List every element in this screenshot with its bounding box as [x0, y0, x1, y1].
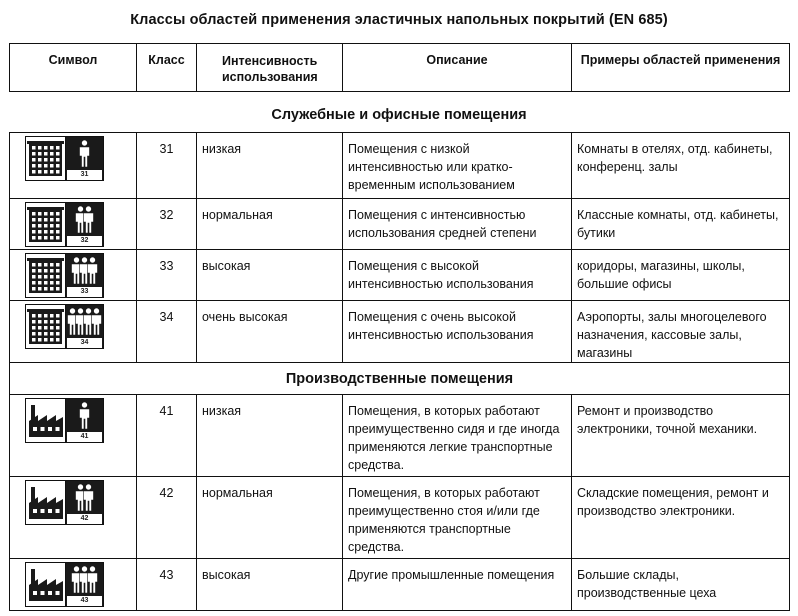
column-header-description: Описание — [343, 44, 572, 92]
description-cell: Помещения, в которых работают преимущественно сидя и где иногда применяются легкие транспортные средства. — [343, 395, 572, 477]
description-cell: Помещения, в которых работают преимущественно стоя и/или где применяются транспортные средства. — [343, 477, 572, 559]
intensity-cell: нормальная — [197, 477, 343, 559]
class-symbol-icon — [25, 136, 104, 181]
people-icon — [66, 137, 103, 170]
column-header-symbol: Символ — [48, 53, 98, 67]
table-row — [10, 133, 790, 199]
people-icon — [66, 254, 103, 287]
factory-icon — [26, 481, 66, 523]
description-cell: Другие промышленные помещения — [343, 559, 572, 611]
intensity-cell: низкая — [197, 395, 343, 477]
office-building-icon — [26, 305, 66, 347]
people-icon — [66, 563, 103, 596]
symbol-cell — [10, 250, 137, 301]
class-symbol-icon — [25, 202, 104, 247]
table-row — [10, 301, 790, 363]
symbol-cell — [10, 199, 137, 250]
table-row — [10, 477, 790, 559]
table-row — [10, 199, 790, 250]
class-cell: 43 — [137, 559, 197, 611]
symbol-class-number: 32 — [67, 236, 102, 246]
examples-cell: Складские помещения, ремонт и производство электроники. — [572, 477, 790, 559]
class-symbol-icon — [25, 562, 104, 607]
table-header — [9, 43, 790, 92]
symbol-cell — [10, 395, 137, 477]
description-cell: Помещения с высокой интенсивностью использования — [343, 250, 572, 301]
class-symbol-icon — [25, 304, 104, 349]
classes-table — [9, 132, 790, 611]
symbol-class-number: 33 — [67, 287, 102, 297]
class-symbol-icon — [25, 253, 104, 298]
class-cell: 42 — [137, 477, 197, 559]
symbol-class-number: 41 — [67, 432, 102, 442]
class-cell: 33 — [137, 250, 197, 301]
examples-cell: Ремонт и производство электроники, точной механики. — [572, 395, 790, 477]
table-row — [10, 395, 790, 477]
page-title: Классы областей применения эластичных напольных покрытий (EN 685) — [130, 12, 668, 28]
examples-cell: Аэропорты, залы многоцелевого назначения, кассовые залы, магазины — [572, 301, 790, 363]
class-cell: 32 — [137, 199, 197, 250]
examples-cell: Большие склады, производственные цеха — [572, 559, 790, 611]
people-icon — [66, 481, 103, 514]
section-title-office: Служебные и офисные помещения — [271, 107, 527, 123]
symbol-cell — [10, 301, 137, 363]
intensity-cell: высокая — [197, 559, 343, 611]
intensity-cell: нормальная — [197, 199, 343, 250]
symbol-class-number: 42 — [67, 514, 102, 524]
examples-cell: коридоры, магазины, школы, большие офисы — [572, 250, 790, 301]
section-title-factory: Производственные помещения — [10, 363, 790, 395]
description-cell: Помещения с низкой интенсивностью или кратко-временным использованием — [343, 133, 572, 199]
class-cell: 31 — [137, 133, 197, 199]
symbol-class-number: 34 — [67, 338, 102, 348]
symbol-class-number: 31 — [67, 170, 102, 180]
intensity-cell: высокая — [197, 250, 343, 301]
column-header-intensity: Интенсивность использования — [197, 44, 343, 92]
table-row — [10, 250, 790, 301]
table-row — [10, 559, 790, 611]
symbol-cell — [10, 477, 137, 559]
office-building-icon — [26, 254, 66, 296]
people-icon — [66, 305, 103, 338]
examples-cell: Комнаты в отелях, отд. кабинеты, конференц. залы — [572, 133, 790, 199]
class-symbol-icon — [25, 398, 104, 443]
column-header-class: Класс — [137, 44, 197, 92]
intensity-cell: низкая — [197, 133, 343, 199]
class-cell: 41 — [137, 395, 197, 477]
symbol-cell — [10, 559, 137, 611]
intensity-cell: очень высокая — [197, 301, 343, 363]
description-cell: Помещения с очень высокой интенсивностью использования — [343, 301, 572, 363]
column-header-examples: Примеры областей применения — [572, 44, 790, 92]
office-building-icon — [26, 203, 66, 245]
class-symbol-icon — [25, 480, 104, 525]
office-building-icon — [26, 137, 66, 179]
people-icon — [66, 399, 103, 432]
people-icon — [66, 203, 103, 236]
symbol-cell — [10, 133, 137, 199]
factory-icon — [26, 563, 66, 605]
examples-cell: Классные комнаты, отд. кабинеты, бутики — [572, 199, 790, 250]
class-cell: 34 — [137, 301, 197, 363]
description-cell: Помещения с интенсивностью использования средней степени — [343, 199, 572, 250]
factory-icon — [26, 399, 66, 441]
symbol-class-number: 43 — [67, 596, 102, 606]
